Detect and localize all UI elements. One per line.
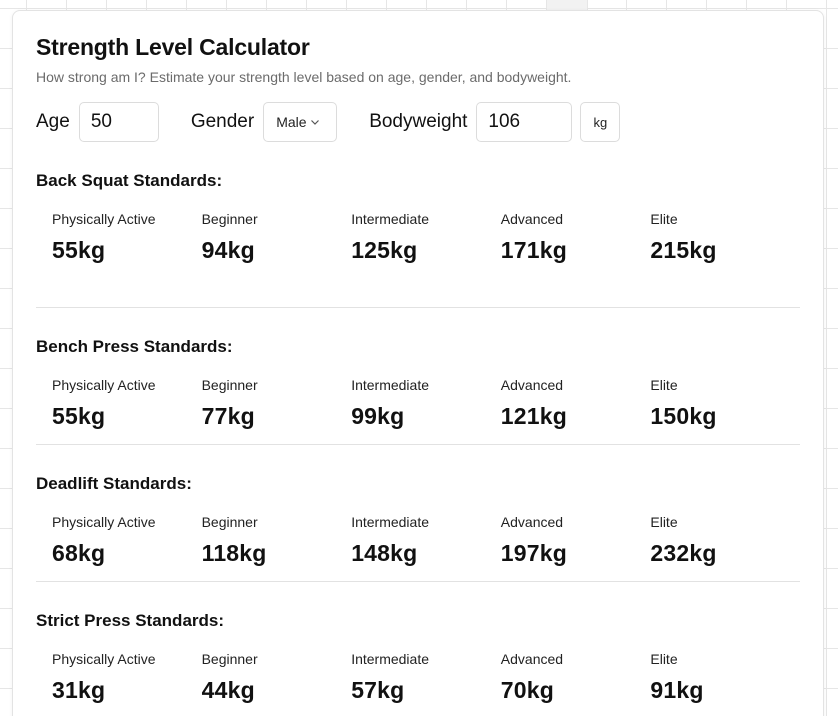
level-physically-active: [52, 651, 202, 704]
level-label: Beginner: [201, 211, 258, 227]
standards-section-bench-press: [36, 308, 800, 445]
level-intermediate: [351, 651, 501, 704]
age-label: Age: [36, 111, 70, 132]
section-title: Deadlift Standards:: [36, 474, 192, 493]
level-value: 150kg: [650, 403, 717, 429]
standards-section-back-squat: [36, 171, 800, 308]
level-beginner: [202, 514, 352, 567]
level-label: Beginner: [201, 651, 258, 667]
level-label: Advanced: [500, 651, 564, 667]
gender-selected-value: Male: [276, 114, 307, 130]
chevron-down-icon: [310, 117, 320, 127]
level-advanced: [501, 377, 651, 430]
level-elite: [650, 377, 800, 430]
level-beginner: [202, 651, 352, 704]
section-title: Back Squat Standards:: [36, 171, 223, 190]
background-grid-highlight: [546, 0, 588, 10]
age-input[interactable]: [79, 102, 159, 142]
level-value: 68kg: [52, 540, 106, 566]
level-value: 121kg: [500, 403, 567, 429]
level-label: Elite: [650, 514, 678, 530]
levels-row: [36, 651, 800, 704]
level-value: 118kg: [201, 540, 267, 566]
page-title: Strength Level Calculator: [36, 34, 310, 60]
level-value: 99kg: [351, 403, 405, 429]
level-intermediate: [351, 377, 501, 430]
level-value: 148kg: [351, 540, 418, 566]
level-elite: [650, 211, 800, 264]
level-label: Advanced: [500, 514, 564, 530]
level-label: Physically Active: [52, 651, 156, 667]
section-title: Bench Press Standards:: [36, 337, 233, 356]
levels-row: [36, 514, 800, 567]
level-label: Beginner: [201, 377, 258, 393]
standards-list: [36, 171, 800, 716]
section-title: Strict Press Standards:: [36, 611, 225, 630]
calculator-card: [12, 10, 824, 716]
level-value: 197kg: [500, 540, 567, 566]
level-intermediate: [351, 211, 501, 264]
bodyweight-label: Bodyweight: [369, 111, 468, 132]
unit-toggle-button[interactable]: kg: [580, 102, 620, 142]
gender-select[interactable]: [263, 102, 337, 142]
level-value: 55kg: [52, 237, 106, 263]
level-label: Elite: [650, 377, 678, 393]
level-value: 55kg: [52, 403, 106, 429]
level-value: 77kg: [201, 403, 255, 429]
standards-section-strict-press: [36, 582, 800, 716]
level-advanced: [501, 651, 651, 704]
level-label: Elite: [650, 651, 678, 667]
level-label: Advanced: [500, 377, 564, 393]
level-beginner: [202, 211, 352, 264]
level-label: Physically Active: [52, 211, 156, 227]
level-label: Intermediate: [351, 377, 430, 393]
level-label: Intermediate: [351, 651, 430, 667]
level-value: 171kg: [500, 237, 567, 263]
levels-row: [36, 211, 800, 264]
bodyweight-input[interactable]: [476, 102, 572, 142]
level-intermediate: [351, 514, 501, 567]
level-label: Elite: [650, 211, 678, 227]
level-advanced: [501, 211, 651, 264]
level-value: 215kg: [650, 237, 717, 263]
levels-row: [36, 377, 800, 430]
level-label: Advanced: [500, 211, 564, 227]
level-elite: [650, 651, 800, 704]
inputs-row: [36, 102, 800, 142]
level-elite: [650, 514, 800, 567]
level-value: 44kg: [201, 677, 255, 703]
level-physically-active: [52, 377, 202, 430]
standards-section-deadlift: [36, 445, 800, 582]
level-value: 125kg: [351, 237, 418, 263]
page-subtitle: How strong am I? Estimate your strength level based on age, gender, and bodyweight.: [36, 69, 572, 85]
level-value: 232kg: [650, 540, 717, 566]
level-label: Beginner: [201, 514, 258, 530]
level-advanced: [501, 514, 651, 567]
level-label: Physically Active: [52, 377, 156, 393]
level-beginner: [202, 377, 352, 430]
level-label: Intermediate: [351, 211, 430, 227]
level-physically-active: [52, 514, 202, 567]
level-value: 91kg: [650, 677, 704, 703]
gender-label: Gender: [190, 111, 255, 132]
level-value: 94kg: [201, 237, 255, 263]
level-value: 31kg: [52, 677, 106, 703]
level-physically-active: [52, 211, 202, 264]
level-value: 70kg: [500, 677, 555, 703]
level-value: 57kg: [351, 677, 405, 703]
level-label: Intermediate: [351, 514, 430, 530]
level-label: Physically Active: [52, 514, 156, 530]
